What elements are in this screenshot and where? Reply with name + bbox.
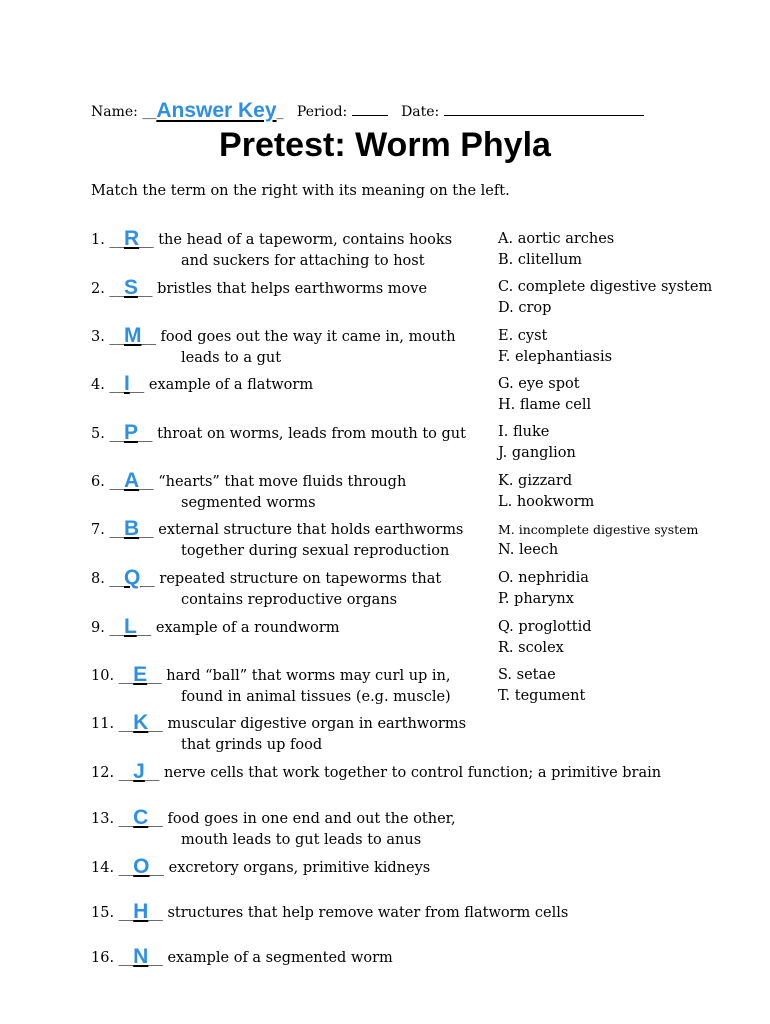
question-13: 13. __C__ food goes in one end and out the other, mouth leads to gut leads to anus (91, 806, 456, 848)
answer-10: E (133, 663, 148, 686)
question-11: 11. __K__ muscular digestive organ in earthworms that grinds up food (91, 711, 467, 753)
answer-4: I (123, 372, 130, 395)
answer-6: A (123, 469, 140, 492)
question-12: 12. __J__ nerve cells that work together to control function; a primitive brain (91, 760, 662, 783)
period-blank (352, 103, 388, 116)
terms-group-qr (498, 617, 592, 659)
term-l: L. hookworm (498, 494, 595, 510)
page-title: Pretest: Worm Phyla (219, 126, 551, 164)
term-k: K. gizzard (498, 473, 573, 489)
term-o: O. nephridia (498, 570, 589, 586)
term-e: E. cyst (498, 328, 548, 344)
term-j: J. ganglion (498, 445, 576, 461)
name-suffix: _ (276, 104, 284, 120)
question-2: 2. __S__ bristles that helps earthworms move (91, 276, 428, 299)
question-7: 7. __B__ external structure that holds earthworms together during sexual reproduction (91, 517, 464, 559)
instructions: Match the term on the right with its meaning on the left. (91, 183, 510, 199)
terms-group-cd (498, 277, 712, 319)
term-b: B. clitellum (498, 252, 583, 268)
terms-group-ef (498, 326, 612, 368)
answer-13: C (133, 806, 149, 829)
terms-group-gh (498, 374, 591, 416)
answer-16: N (133, 945, 149, 968)
question-6: 6. __A__ “hearts” that move fluids through segmented worms (91, 469, 407, 511)
question-8: 8. __Q__ repeated structure on tapeworms that contains reproductive organs (91, 566, 442, 608)
question-5: 5. __P__ throat on worms, leads from mouth to gut (91, 421, 466, 444)
date-blank (444, 103, 644, 116)
answer-15: H (133, 900, 149, 923)
answer-3: M (123, 324, 142, 347)
term-a: A. aortic arches (498, 231, 615, 247)
question-14: 14. __O__ excretory organs, primitive kidneys (91, 855, 431, 878)
term-f: F. elephantiasis (498, 349, 613, 365)
name-answer-key: Answer Key (156, 99, 277, 122)
answer-1: R (123, 227, 140, 250)
question-1: 1. __R__ the head of a tapeworm, contains hooks and suckers for attaching to host (91, 227, 453, 269)
answer-8: Q (123, 566, 141, 589)
question-15: 15. __H__ structures that help remove water from flatworm cells (91, 900, 569, 923)
term-q: Q. proglottid (498, 619, 592, 635)
question-4: 4. __I__ example of a flatworm (91, 372, 314, 395)
date-label: Date: (401, 104, 440, 120)
question-10: 10. __E__ hard “ball” that worms may curl up in, found in animal tissues (e.g. muscle) (91, 663, 451, 705)
name-label: Name: __ (91, 104, 157, 120)
header-line (91, 98, 644, 122)
term-c: C. complete digestive system (498, 279, 713, 295)
question-9: 9. __L__ example of a roundworm (91, 615, 340, 638)
question-3: 3. __M__ food goes out the way it came in, mouth leads to a gut (91, 324, 456, 366)
terms-group-mn (498, 519, 698, 561)
terms-group-op (498, 568, 589, 610)
answer-7: B (123, 517, 140, 540)
question-16: 16. __N__ example of a segmented worm (91, 945, 393, 968)
answer-2: S (123, 276, 138, 299)
term-g: G. eye spot (498, 376, 580, 392)
term-r: R. scolex (498, 640, 564, 656)
answer-9: L (123, 615, 137, 638)
term-d: D. crop (498, 300, 552, 316)
term-m: M. incomplete digestive system (498, 522, 699, 537)
term-i: I. fluke (498, 424, 550, 440)
term-t: T. tegument (498, 688, 586, 704)
terms-group-ab (498, 229, 614, 271)
answer-12: J (133, 760, 145, 783)
term-n: N. leech (498, 542, 559, 558)
term-h: H. flame cell (498, 397, 592, 413)
term-p: P. pharynx (498, 591, 574, 607)
terms-group-ij (498, 422, 576, 464)
terms-group-st (498, 665, 585, 707)
answer-14: O (133, 855, 150, 878)
terms-group-kl (498, 471, 594, 513)
period-label: Period: (296, 104, 348, 120)
term-s: S. setae (498, 667, 556, 683)
answer-5: P (123, 421, 138, 444)
answer-11: K (133, 711, 149, 734)
